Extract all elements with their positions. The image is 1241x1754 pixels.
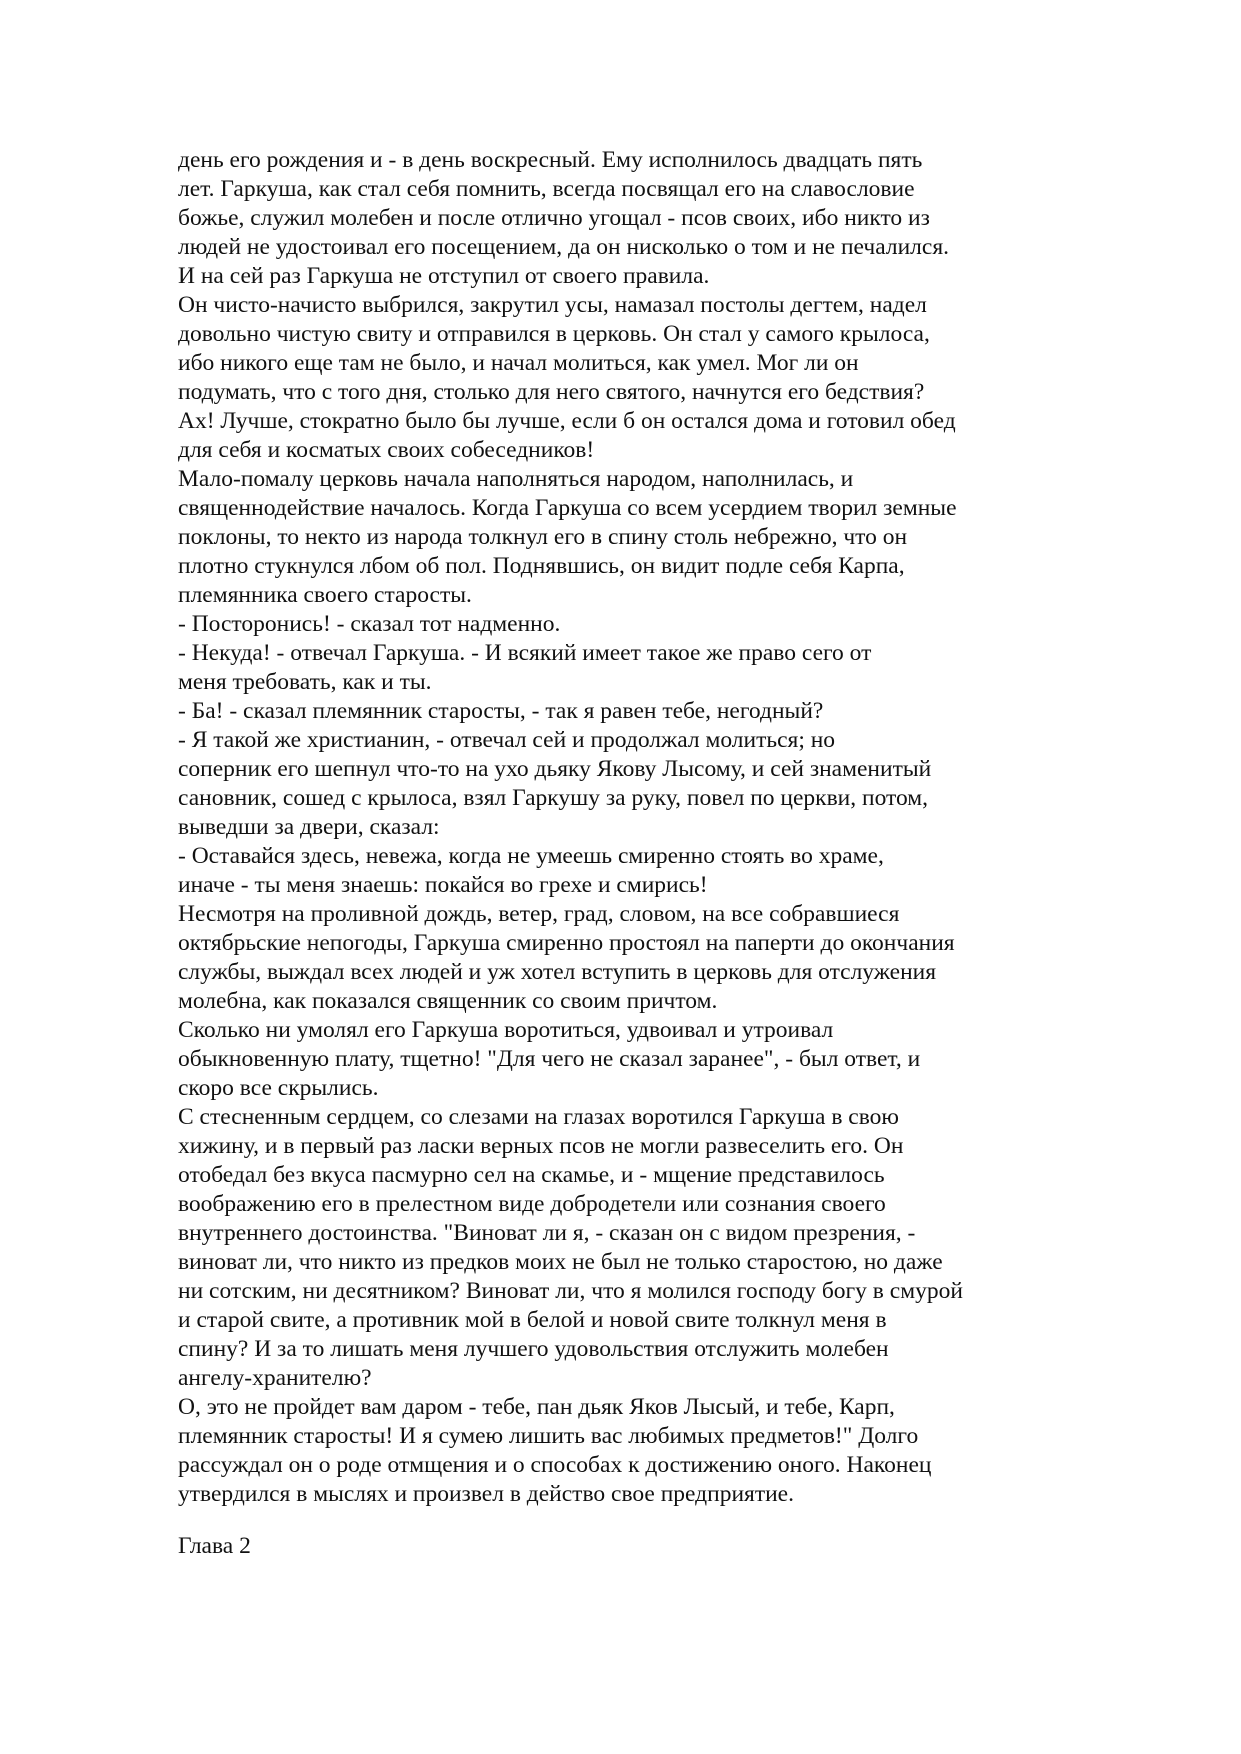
- chapter-heading: Глава 2: [178, 1533, 251, 1559]
- text-line: соперник его шепнул что-то на ухо дьяку Якову Лысому, и сей знаменитый: [178, 756, 932, 782]
- text-line: подумать, что с того дня, столько для него святого, начнутся его бедствия?: [178, 379, 925, 405]
- text-line: внутреннего достоинства. "Виноват ли я, - сказан он с видом презрения, -: [178, 1220, 916, 1246]
- text-line: ни сотским, ни десятником? Виноват ли, что я молился господу богу в смурой: [178, 1278, 963, 1304]
- text-line: поклоны, то некто из народа толкнул его в спину столь небрежно, что он: [178, 524, 908, 550]
- text-line: племянник старосты! И я сумею лишить вас любимых предметов!" Долго: [178, 1423, 919, 1449]
- text-line: молебна, как показался священник со своим причтом.: [178, 988, 718, 1014]
- text-line: сановник, сошед с крылоса, взял Гаркушу за руку, повел по церкви, потом,: [178, 785, 929, 811]
- text-line: октябрьские непогоды, Гаркуша смиренно простоял на паперти до окончания: [178, 930, 955, 956]
- text-line: плотно стукнулся лбом об пол. Поднявшись, он видит подле себя Карпа,: [178, 553, 905, 579]
- text-line: Несмотря на проливной дождь, ветер, град, словом, на все собравшиеся: [178, 901, 900, 927]
- text-line: иначе - ты меня знаешь: покайся во грехе и смирись!: [178, 872, 708, 898]
- text-line: рассуждал он о роде отмщения и о способах к достижению оного. Наконец: [178, 1452, 932, 1478]
- text-line: день его рождения и - в день воскресный. Ему исполнилось двадцать пять: [178, 147, 923, 173]
- text-line: службы, выждал всех людей и уж хотел вступить в церковь для отслужения: [178, 959, 937, 985]
- text-line: Он чисто-начисто выбрился, закрутил усы, намазал постолы дегтем, надел: [178, 292, 927, 318]
- text-line: скоро все скрылись.: [178, 1075, 379, 1101]
- text-line: отобедал без вкуса пасмурно сел на скамье, и - мщение представилось: [178, 1162, 885, 1188]
- text-line: - Я такой же христианин, - отвечал сей и продолжал молиться; но: [178, 727, 836, 753]
- text-line: воображению его в прелестном виде добродетели или сознания своего: [178, 1191, 886, 1217]
- text-line: утвердился в мыслях и произвел в действо свое предприятие.: [178, 1481, 794, 1507]
- text-line: обыкновенную плату, тщетно! "Для чего не сказал заранее", - был ответ, и: [178, 1046, 921, 1072]
- text-line: - Некуда! - отвечал Гаркуша. - И всякий имеет такое же право сего от: [178, 640, 872, 666]
- text-line: виноват ли, что никто из предков моих не был не только старостою, но даже: [178, 1249, 943, 1275]
- text-line: ангелу-хранителю?: [178, 1365, 372, 1391]
- text-line: Сколько ни умолял его Гаркуша воротиться, удвоивал и утроивал: [178, 1017, 834, 1043]
- text-line: - Ба! - сказал племянник старосты, - так я равен тебе, негодный?: [178, 698, 824, 724]
- text-line: божье, служил молебен и после отлично угощал - псов своих, ибо никто из: [178, 205, 930, 231]
- text-line: довольно чистую свиту и отправился в церковь. Он стал у самого крылоса,: [178, 321, 930, 347]
- text-line: священнодействие началось. Когда Гаркуша со всем усердием творил земные: [178, 495, 957, 521]
- text-line: лет. Гаркуша, как стал себя помнить, всегда посвящал его на славословие: [178, 176, 915, 202]
- text-line: спину? И за то лишать меня лучшего удовольствия отслужить молебен: [178, 1336, 889, 1362]
- text-line: - Оставайся здесь, невежа, когда не умеешь смиренно стоять во храме,: [178, 843, 884, 869]
- text-line: О, это не пройдет вам даром - тебе, пан дьяк Яков Лысый, и тебе, Карп,: [178, 1394, 895, 1420]
- text-line: Мало-помалу церковь начала наполняться народом, наполнилась, и: [178, 466, 854, 492]
- text-line: С стесненным сердцем, со слезами на глазах воротился Гаркуша в свою: [178, 1104, 899, 1130]
- text-line: выведши за двери, сказал:: [178, 814, 440, 840]
- text-line: людей не удостоивал его посещением, да он нисколько о том и не печалился.: [178, 234, 950, 260]
- body-text: [178, 146, 1058, 1509]
- text-line: и старой свите, а противник мой в белой и новой свите толкнул меня в: [178, 1307, 887, 1333]
- text-line: племянника своего старосты.: [178, 582, 472, 608]
- text-line: для себя и косматых своих собеседников!: [178, 437, 595, 463]
- text-line: И на сей раз Гаркуша не отступил от своего правила.: [178, 263, 710, 289]
- text-line: Ах! Лучше, стократно было бы лучше, если б он остался дома и готовил обед: [178, 408, 956, 434]
- text-line: хижину, и в первый раз ласки верных псов не могли развеселить его. Он: [178, 1133, 904, 1159]
- text-line: ибо никого еще там не было, и начал молиться, как умел. Мог ли он: [178, 350, 859, 376]
- text-line: - Посторонись! - сказал тот надменно.: [178, 611, 561, 637]
- text-line: меня требовать, как и ты.: [178, 669, 432, 695]
